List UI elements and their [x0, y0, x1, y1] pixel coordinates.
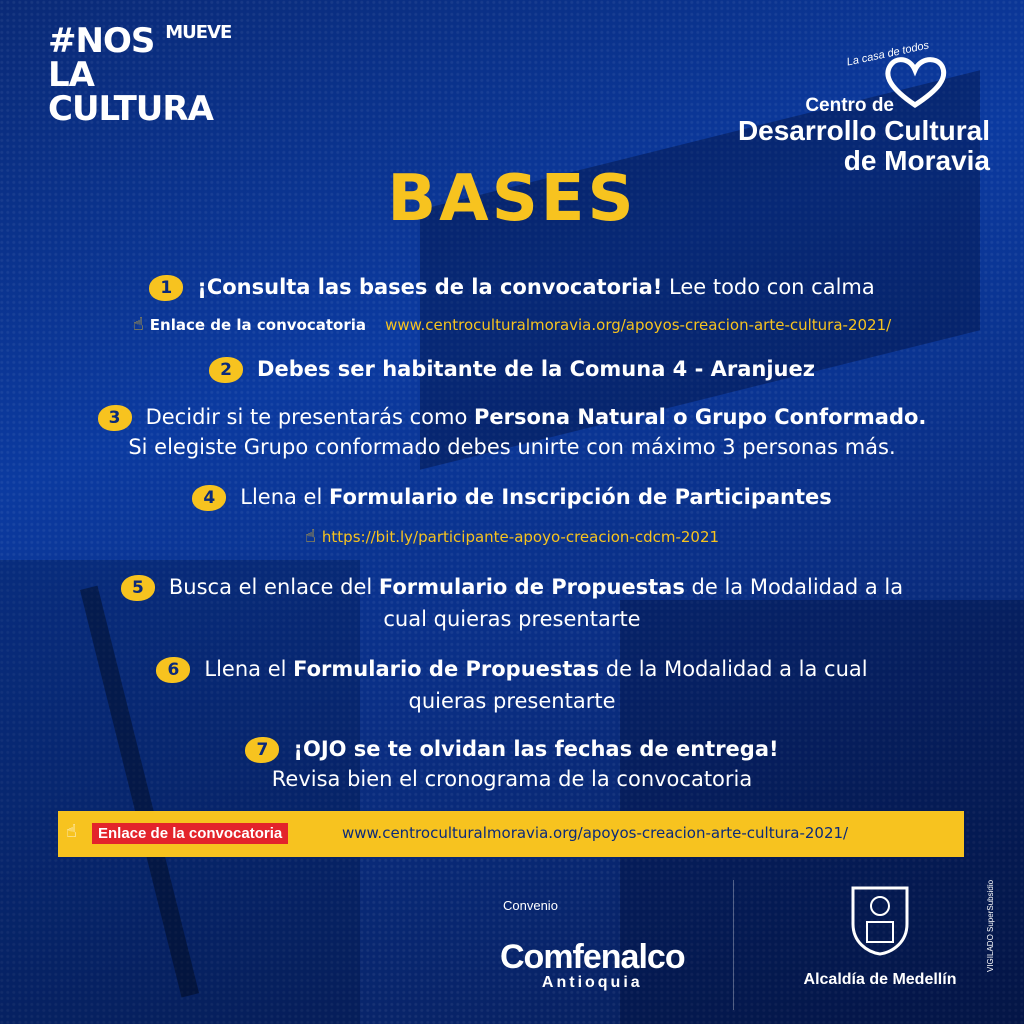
page-title: BASES [387, 162, 637, 236]
alcaldia-logo [785, 884, 975, 989]
pointing-hand-icon: ☝ [304, 526, 316, 547]
step-4-link-url[interactable]: https://bit.ly/participante-apoyo-creacion-cdcm-2021 [321, 528, 720, 546]
step-6-pre: Llena el [204, 657, 294, 681]
step-5 [0, 572, 1024, 602]
logo-tagline: La casa de todos [845, 39, 931, 69]
step-4 [0, 482, 1024, 512]
step-number-6: 6 [156, 657, 190, 683]
step-7-bold: ¡OJO se te olvidan las fechas de entrega! [293, 737, 779, 761]
step-6-rest: de la Modalidad a la cual [599, 657, 868, 681]
step-7-line2: Revisa bien el cronograma de la convocatoria [271, 767, 753, 791]
step-5-pre: Busca el enlace del [168, 575, 379, 599]
logo-line2: Desarrollo Cultural [737, 115, 990, 146]
alcaldia-name: Alcaldía de Medellín [803, 971, 957, 988]
step-4-pre: Llena el [240, 485, 329, 509]
step-number-5: 5 [121, 575, 155, 601]
step-5-line2: cual quieras presentarte [383, 607, 641, 631]
step-1-link-url[interactable]: www.centroculturalmoravia.org/apoyos-creacion-arte-cultura-2021/ [385, 316, 892, 334]
step-1-rest: Lee todo con calma [662, 275, 875, 299]
comfenalco-region: Antioquia [541, 974, 643, 991]
hashtag-line2: LA CULTURA [48, 55, 213, 129]
step-1-bold: ¡Consulta las bases de la convocatoria! [197, 275, 663, 299]
convenio-label: Convenio [503, 898, 558, 913]
step-number-2: 2 [209, 357, 243, 383]
link-bar-url[interactable]: www.centroculturalmoravia.org/apoyos-creacion-arte-cultura-2021/ [342, 824, 849, 842]
logo-line1: Centro de [805, 95, 894, 116]
cdc-logo [737, 39, 990, 176]
step-number-3: 3 [98, 405, 132, 431]
step-4-link[interactable] [0, 526, 1024, 548]
vigilado-label: VIGILADO SuperSubsidio [986, 880, 995, 973]
step-3-line2: Si elegiste Grupo conformado debes unirte con máximo 3 personas más. [128, 435, 896, 459]
step-number-4: 4 [192, 485, 226, 511]
footer-divider [733, 880, 734, 1010]
step-6 [0, 654, 1024, 684]
step-1-link[interactable] [0, 314, 1024, 336]
step-2-bold: Debes ser habitante de la Comuna 4 - Aranjuez [257, 357, 815, 381]
pointing-hand-icon: ☝ [66, 821, 77, 842]
shield-icon [849, 884, 911, 956]
comfenalco-name: Comfenalco [500, 938, 685, 976]
step-number-1: 1 [149, 275, 183, 301]
hashtag-line1-a: #NOS [48, 21, 155, 61]
link-bar[interactable] [58, 811, 964, 857]
step-6-line2: quieras presentarte [408, 689, 616, 713]
step-3-pre: Decidir si te presentarás como [145, 405, 475, 429]
step-6-bold: Formulario de Propuestas [293, 657, 600, 681]
step-2 [0, 354, 1024, 384]
step-1 [0, 272, 1024, 302]
hashtag-line1-b: MUEVE [165, 22, 232, 43]
step-3 [0, 402, 1024, 432]
brand-hashtag [48, 21, 258, 129]
step-7 [0, 734, 1024, 764]
link-bar-label: Enlace de la convocatoria [92, 823, 288, 844]
step-4-bold: Formulario de Inscripción de Participantes [329, 485, 832, 509]
step-5-bold: Formulario de Propuestas [378, 575, 685, 599]
logo-line3: de Moravia [843, 145, 990, 176]
step-5-rest: de la Modalidad a la [684, 575, 904, 599]
step-number-7: 7 [245, 737, 279, 763]
step-3-bold: Persona Natural o Grupo Conformado. [474, 405, 927, 429]
comfenalco-logo [500, 940, 685, 992]
step-1-link-label: Enlace de la convocatoria [149, 316, 366, 334]
pointing-hand-icon: ☝ [132, 314, 144, 335]
